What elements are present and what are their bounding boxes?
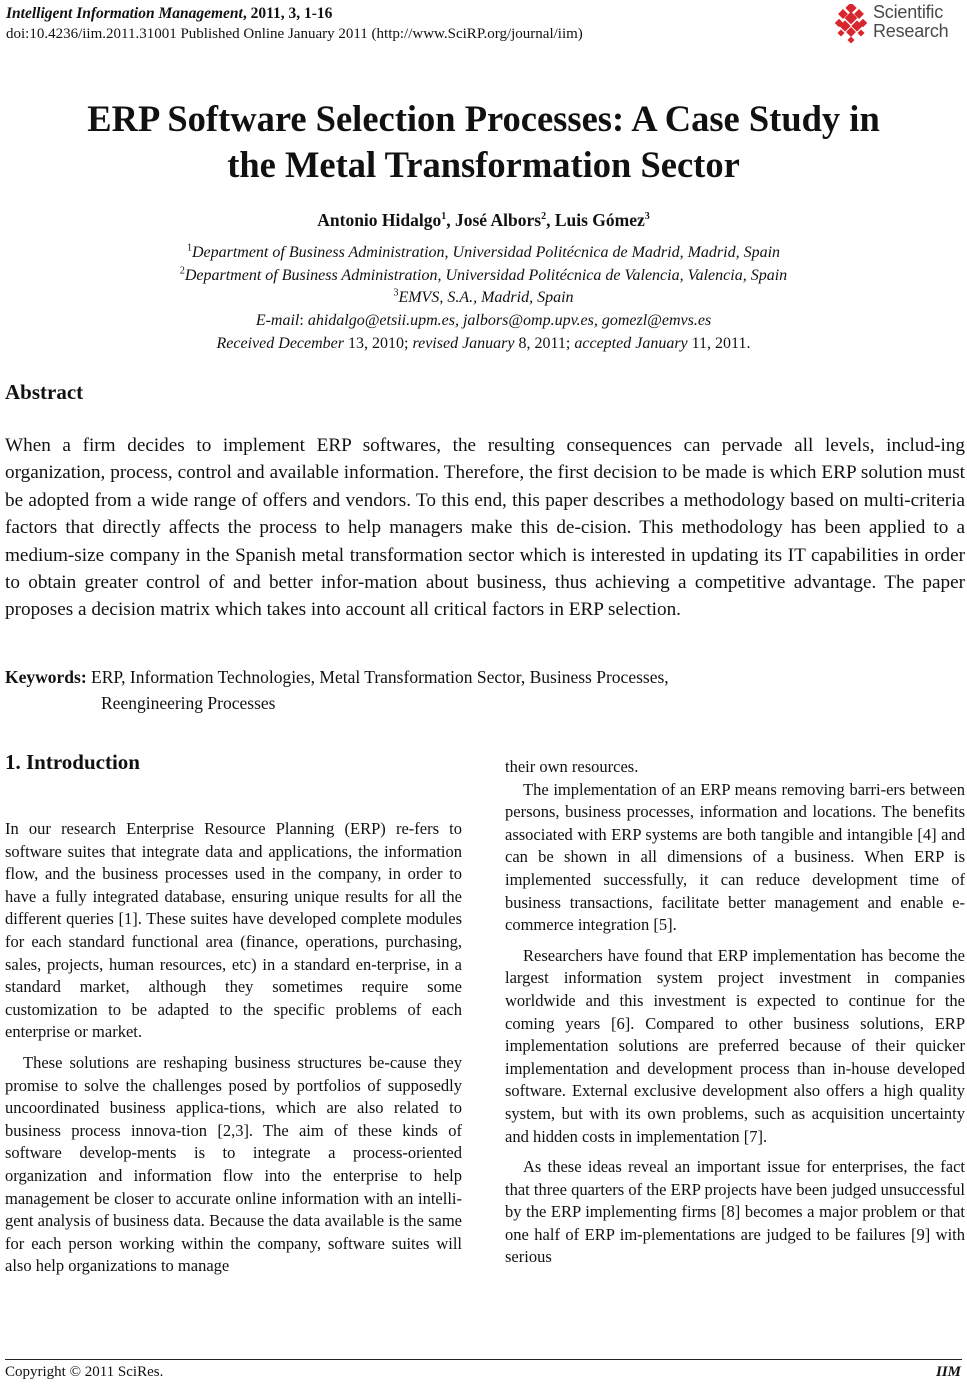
paragraph: In our research Enterprise Resource Planning (ERP) re-fers to software suites that integrate data and applications, the information flow, and the business processes used in the company, in order to have a fully integrated database, ensuring unique results for all the different queries [1]. These suites have developed complete modules for each standard functional area (finance, operations, purchasing, sales, projects, human resources, etc) in a standard en-terprise, in a standard market, although they sometimes require some customization to be adapted to the specific problems of each enterprise or market.: [5, 819, 462, 1042]
paragraph: The implementation of an ERP means removing barri-ers between persons, business processes, information and locations. The benefits associated with ERP systems are both tangible and intangible [4] and can be shown in all dimensions of a business. When ERP is implemented successfully, it can reduce development time of business transactions, facilitate better management and enable e-commerce integration [5].: [505, 779, 965, 935]
title-line-1: ERP Software Selection Processes: A Case Study in: [87, 98, 880, 139]
left-column: [5, 818, 462, 1278]
publisher-logo: [831, 2, 961, 44]
doi-line: doi:10.4236/iim.2011.31001 Published Online January 2011 (http://www.SciRP.org/journal/iim): [6, 26, 583, 42]
paragraph: As these ideas reveal an important issue for enterprises, the fact that three quarters of the ERP projects have been judged unsuccessful by the ERP implementing firms [8] becomes a major problem or that one half of ERP im-plementations are judged to be failures [9] with serious: [505, 1157, 965, 1267]
abstract-heading: Abstract: [5, 380, 84, 404]
section-heading: 1. Introduction: [5, 750, 140, 774]
author-affiliation-mark: 1: [441, 211, 447, 223]
affiliation-3: $^3$EMVS, S.A., Madrid, Spain: [393, 287, 574, 306]
logo-text-line2: Research: [873, 21, 949, 41]
keywords-label: Keywords:: [5, 667, 87, 687]
title-line-2: the Metal Transformation Sector: [227, 144, 740, 185]
logo-diamond: [837, 29, 844, 36]
keywords: [5, 664, 669, 716]
logo-diamond: [857, 29, 864, 36]
author-name: Antonio Hidalgo: [317, 210, 442, 230]
footer-rule: [5, 1359, 962, 1360]
journal-name: Intelligent Information Management: [6, 5, 243, 22]
scientific-research-logo-icon: [831, 4, 871, 44]
abstract-text: When a firm decides to implement ERP softwares, the resulting consequences can pervade all levels, includ-ing organization, process, control and available information. Therefore, the first decision to be made is which ERP solution must be adopted from a wide range of offers and vendors. To this end, this paper describes a methodology based on multi-criteria factors that directly affects the process to help managers make this de-cision. This methodology has been applied to a medium-size company in the Spanish metal transformation sector which is interested in updating its IT capabilities in order to obtain greater control of and better infor-mation about business, thus achieving a competitive advantage. The paper proposes a decision matrix which takes into account all critical factors in ERP selection.: [5, 435, 965, 621]
journal-abbreviation: IIM: [935, 1364, 961, 1380]
copyright: Copyright © 2011 SciRes.: [5, 1364, 164, 1380]
journal-volume: , 2011, 3, 1-16: [242, 5, 333, 22]
author-affiliation-mark: 2: [541, 211, 547, 223]
author-name: Luis Gómez: [554, 210, 645, 230]
paragraph: Researchers have found that ERP implementation has become the largest information system project investment in companies worldwide and this investment is expected to continue for the coming years [6]. Compared to other business solutions, ERP implementation solutions are preferred because of their quicker implementation and development process than in-house developed software. External exclusive development also offers a high quality system, but with its own problems, such as acquisition uncertainty and hidden costs in implementation [7].: [505, 945, 965, 1146]
right-column: [505, 756, 965, 1269]
logo-diamond: [847, 36, 854, 43]
paper-title: [0, 96, 967, 188]
keywords-line-1: ERP, Information Technologies, Metal Transformation Sector, Business Processes,: [86, 667, 669, 687]
paragraph: their own resources.: [505, 757, 639, 776]
author-affiliation-mark: 3: [644, 211, 650, 223]
paragraph: These solutions are reshaping business structures be-cause they promise to solve the challenges posed by portfolios of supposedly uncoordinated business applica-tions, which are also related to business process innova-tion [2,3]. The aim of these kinds of software develop-ments is to integrate a process-oriented organization and information flow into the enterprise to help management be closer to accurate online information with an intelli-gent analysis of business data. Because the data available is the same for each person working within the company, software suites will also help organizations to manage: [5, 1052, 462, 1276]
email-addresses: ahidalgo@etsii.upm.es, jalbors@omp.upv.es, gomezl@emvs.es: [307, 312, 712, 329]
received-dates: Received December 13, 2010; revised January 8, 2011; accepted January 11, 2011.: [216, 335, 751, 352]
affiliation-2: $^2$Department of Business Administration, Universidad Politécnica de Valencia, Valencia, Spain: [179, 265, 788, 284]
affiliation-1: $^1$Department of Business Administration, Universidad Politécnica de Madrid, Madrid, Spain: [186, 242, 781, 261]
logo-text-line1: Scientific: [873, 2, 944, 22]
email-line: E-mail: ahidalgo@etsii.upm.es, jalbors@omp.upv.es, gomezl@emvs.es: [255, 312, 712, 329]
author-list: Antonio Hidalgo$^1$, José Albors$^2$, Luis Gómez$^3$: [317, 210, 650, 230]
keywords-line-2: Reengineering Processes: [101, 693, 276, 713]
running-header: [6, 4, 583, 44]
author-name: José Albors: [455, 210, 542, 230]
